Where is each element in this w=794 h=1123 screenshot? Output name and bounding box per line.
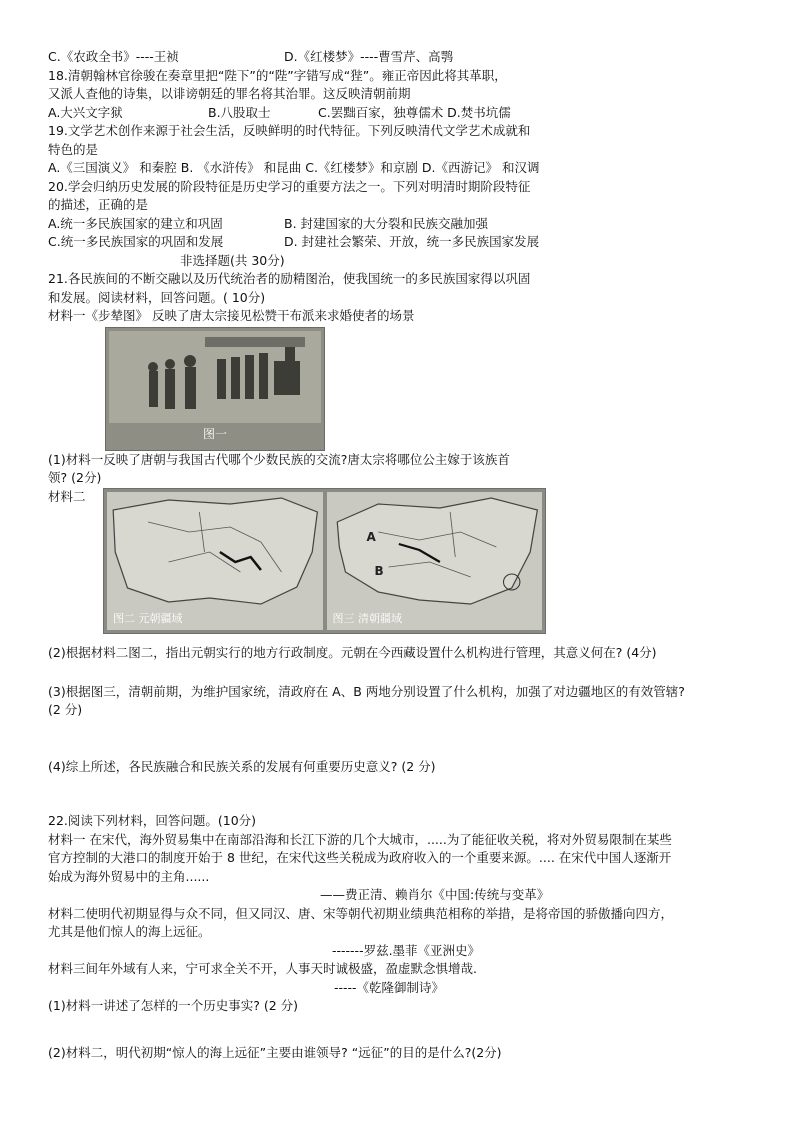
q21-sub3-line1: (3)根据图三，清朝前期，为维护国家统，清政府在 A、B 两地分别设置了什么机构，加强了对边疆地区的有效管辖?	[48, 683, 685, 699]
q21-material1: 材料一《步辇图》 反映了唐太宗接见松赞干布派来求婚使者的场景	[48, 308, 415, 323]
q22-stem: 22.阅读下列材料，回答问题。(10分)	[48, 813, 257, 828]
q18-stem-line2: 又派人查他的诗集，以诽谤朝廷的罪名将其治罪。这反映清朝前期	[48, 86, 411, 101]
q18-option-cd: C.罢黜百家，独尊儒术 D.焚书坑儒	[318, 104, 511, 120]
nonselect-heading: 非选择题(共 30分)	[180, 252, 285, 268]
q17-option-c: C.《农政全书》----王祯	[48, 49, 179, 64]
q22-material2-source: -------罗兹.墨菲《亚洲史》	[332, 942, 481, 958]
q22-sub2: (2)材料二，明代初期“惊人的海上远征”主要由谁领导? “远征”的目的是什么?(2分)	[48, 1044, 502, 1060]
q21-sub4: (4)综上所述，各民族融合和民族关系的发展有何重要历史意义? (2 分)	[48, 758, 436, 774]
q22-material1-line2: 官方控制的大港口的制度开始于 8 世纪，在宋代这些关税成为政府收入的一个重要来源。.... 在宋代中国人逐渐开	[48, 850, 672, 865]
q18-stem-line1: 18.清朝翰林官徐骏在奏章里把“陛下”的“陛”字错写成“狴”。雍正帝因此将其革职，	[48, 67, 507, 83]
q22-material1-source: ——费正清、赖肖尔《中国:传统与变革》	[320, 887, 550, 902]
q22-material1-line1: 材料一 在宋代，海外贸易集中在南部沿海和长江下游的几个大城市，.....为了能征收关税，将对外贸易限制在某些	[48, 831, 672, 847]
q22-material2-line1: 材料二使明代初期显得与众不同，但又同汉、唐、宋等朝代初期业绩典范相称的举措，是将帝国的骄傲播向四方，	[48, 905, 674, 921]
q18-option-a: A.大兴文字狱	[48, 104, 123, 120]
q20-option-a: A.统一多民族国家的建立和巩固	[48, 215, 223, 231]
q21-material2-label: 材料二	[48, 488, 86, 504]
q20-stem-line1: 20.学会归纳历史发展的阶段特征是历史学习的重要方法之一。下列对明清时期阶段特征	[48, 178, 531, 194]
q18-option-b: B.八股取士	[208, 104, 271, 120]
q21-sub1-line1: (1)材料一反映了唐朝与我国古代哪个少数民族的交流?唐太宗将哪位公主嫁于该族首	[48, 451, 510, 467]
q20-options-cd	[48, 233, 760, 252]
figure3-caption: 图三 清朝疆域	[332, 611, 402, 625]
map-label-a: A	[366, 530, 376, 544]
exam-page	[48, 48, 760, 1062]
q22-sub1: (1)材料一讲述了怎样的一个历史事实? (2 分)	[48, 998, 298, 1013]
yuan-territory-map	[107, 492, 323, 630]
q21-stem-line2: 和发展。阅读材料，回答问题。( 10分)	[48, 289, 266, 305]
buniantu-image	[109, 331, 321, 423]
q20-stem-line2: 的描述，正确的是	[48, 197, 149, 212]
q22-material3-line1: 材料三间年外域有人来，宁可求全关不开，人事天时诚极盛，盈虚默念惧增哉.	[48, 961, 477, 976]
q17-options	[48, 48, 760, 67]
maps-figure	[103, 488, 546, 634]
q22-material2-line2: 尤其是他们惊人的海上远征。	[48, 924, 211, 939]
q22-material3-source: -----《乾隆御制诗》	[334, 979, 445, 995]
q18-options	[48, 104, 760, 123]
q19-options: A.《三国演义》 和秦腔 B. 《水浒传》 和昆曲 C.《红楼梦》和京剧 D.《西游记》 和汉调	[48, 160, 540, 175]
q22-material1-line3: 始成为海外贸易中的主角......	[48, 868, 210, 884]
q21-sub1-line2: 领? (2分)	[48, 470, 102, 485]
q21-sub2: (2)根据材料二图二，指出元朝实行的地方行政制度。元朝在今西藏设置什么机构进行管理，其意义何在? (4分)	[48, 645, 657, 660]
figure1-painting	[105, 327, 325, 451]
q20-option-b: B. 封建国家的大分裂和民族交融加强	[284, 215, 489, 231]
q21-sub3-line2: (2 分)	[48, 702, 83, 717]
qing-territory-map	[327, 492, 543, 630]
q19-stem-line1: 19.文学艺术创作来源于社会生活，反映鲜明的时代特征。下列反映清代文学艺术成就和	[48, 123, 531, 138]
q21-stem-line1: 21.各民族间的不断交融以及历代统治者的励精图治，使我国统一的多民族国家得以巩固	[48, 271, 531, 286]
q20-options-ab	[48, 215, 760, 234]
q20-option-d: D. 封建社会繁荣、开放，统一多民族国家发展	[284, 234, 540, 249]
q20-option-c: C.统一多民族国家的巩固和发展	[48, 234, 224, 249]
figure1-caption: 图一	[202, 427, 227, 441]
figure2-caption: 图二 元朝疆域	[113, 611, 183, 625]
q17-option-d: D.《红楼梦》----曹雪芹、高鹗	[284, 49, 454, 64]
q19-stem-line2: 特色的是	[48, 141, 99, 157]
map-label-b: B	[374, 564, 384, 578]
